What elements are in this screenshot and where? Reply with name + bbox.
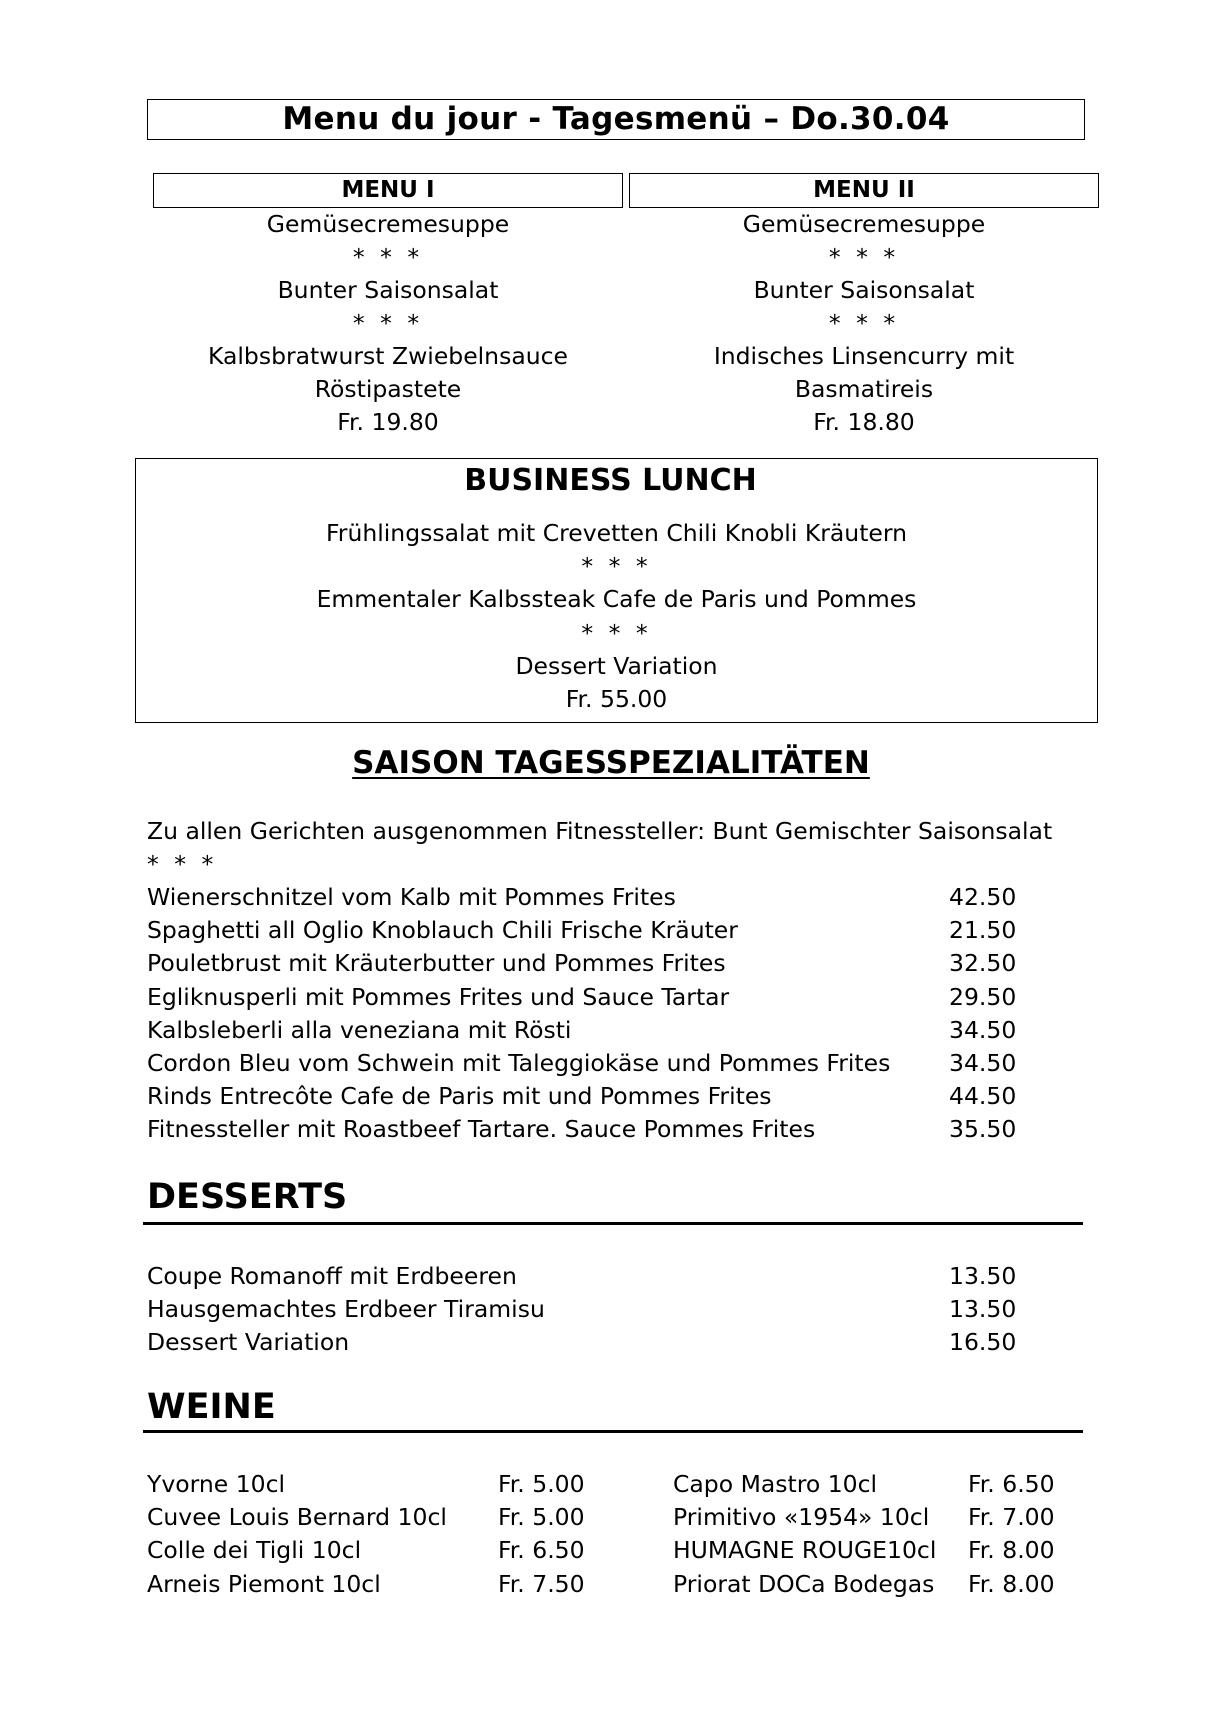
wine-price: Fr. 8.00 — [968, 1569, 1055, 1598]
business-lunch-line: Frühlingssalat mit Crevetten Chili Knobli Kräutern — [325, 519, 908, 547]
business-lunch-separator: * * * — [581, 552, 652, 581]
menu-2-line: Bunter Saisonsalat — [753, 276, 975, 304]
wine-name: Yvorne 10cl — [147, 1470, 286, 1498]
menu-2-line: Indisches Linsencurry mit — [713, 342, 1015, 370]
wine-price: Fr. 6.50 — [498, 1536, 585, 1565]
item-price: 44.50 — [949, 1082, 1017, 1111]
saison-list — [147, 881, 1027, 1147]
wine-name: Priorat DOCa Bodegas — [673, 1569, 935, 1598]
menu-2-column — [629, 208, 1099, 439]
business-lunch-price: Fr. 55.00 — [565, 685, 668, 714]
desserts-heading: DESSERTS — [147, 1177, 348, 1217]
item-name: Rinds Entrecôte Cafe de Paris mit und Pommes Frites — [147, 1082, 772, 1111]
menu-1-column — [153, 208, 623, 439]
item-price: 13.50 — [949, 1295, 1017, 1324]
business-lunch-heading: BUSINESS LUNCH — [464, 463, 757, 498]
list-item — [147, 1014, 1027, 1047]
item-price: 34.50 — [949, 1048, 1017, 1077]
list-item — [147, 1468, 607, 1501]
weine-divider — [143, 1430, 1083, 1433]
item-name: Wienerschnitzel vom Kalb mit Pommes Frites — [147, 883, 676, 911]
menu-2-separator: * * * — [828, 243, 900, 271]
desserts-divider — [143, 1222, 1083, 1225]
wine-name: Cuvee Louis Bernard 10cl — [147, 1503, 447, 1532]
saison-note-text: Zu allen Gerichten ausgenommen Fitnessteller: Bunt Gemischter Saisonsalat — [147, 817, 1053, 845]
page-title: Menu du jour - Tagesmenü – Do.30.04 — [147, 99, 1085, 140]
list-item — [673, 1568, 1093, 1601]
item-name: Spaghetti all Oglio Knoblauch Chili Frische Kräuter — [147, 916, 738, 945]
menu-1-separator: * * * — [352, 243, 424, 271]
list-item — [673, 1501, 1093, 1534]
wine-price: Fr. 7.00 — [968, 1503, 1055, 1532]
list-item — [147, 1501, 607, 1534]
menu-1-line: Bunter Saisonsalat — [277, 276, 499, 304]
menu-1-price: Fr. 19.80 — [337, 408, 439, 436]
saison-heading-text: SAISON TAGESSPEZIALITÄTEN — [352, 745, 870, 781]
list-item — [147, 1293, 1027, 1326]
item-price: 32.50 — [949, 949, 1017, 978]
wine-price: Fr. 5.00 — [498, 1470, 585, 1498]
item-name: Coupe Romanoff mit Erdbeeren — [147, 1262, 517, 1290]
business-lunch-line: Dessert Variation — [515, 651, 718, 680]
item-price: 42.50 — [949, 883, 1017, 911]
list-item — [147, 947, 1027, 980]
list-item — [147, 1326, 1027, 1359]
item-name: Dessert Variation — [147, 1328, 350, 1357]
wine-price: Fr. 8.00 — [968, 1536, 1055, 1565]
menu-2-heading: MENU II — [629, 173, 1099, 208]
wine-name: Arneis Piemont 10cl — [147, 1569, 381, 1598]
list-item — [147, 1047, 1027, 1080]
business-lunch-box — [135, 458, 1098, 723]
list-item — [673, 1468, 1093, 1501]
business-lunch-separator: * * * — [581, 618, 652, 647]
item-price: 21.50 — [949, 916, 1017, 945]
item-price: 34.50 — [949, 1015, 1017, 1044]
menu-1-line: Röstipastete — [314, 375, 462, 403]
list-item — [147, 881, 1027, 914]
list-item — [673, 1534, 1093, 1567]
list-item — [147, 1113, 1027, 1146]
item-name: Pouletbrust mit Kräuterbutter und Pommes Frites — [147, 949, 726, 978]
menu-1-separator: * * * — [352, 309, 424, 337]
weine-heading: WEINE — [147, 1387, 276, 1427]
list-item — [147, 1260, 1027, 1293]
item-price: 35.50 — [949, 1115, 1017, 1144]
list-item — [147, 914, 1027, 947]
business-lunch-line: Emmentaler Kalbssteak Cafe de Paris und Pommes — [316, 585, 917, 614]
wine-name: Capo Mastro 10cl — [673, 1470, 878, 1498]
item-price: 29.50 — [949, 982, 1017, 1011]
menu-1-line: Gemüsecremesuppe — [266, 210, 510, 238]
menu-2-separator: * * * — [828, 309, 900, 337]
item-name: Fitnessteller mit Roastbeef Tartare. Sauce Pommes Frites — [147, 1115, 816, 1144]
wine-price: Fr. 6.50 — [968, 1470, 1055, 1498]
item-name: Kalbsleberli alla veneziana mit Rösti — [147, 1015, 572, 1044]
wine-price: Fr. 5.00 — [498, 1503, 585, 1532]
item-name: Hausgemachtes Erdbeer Tiramisu — [147, 1295, 545, 1324]
wine-name: Primitivo «1954» 10cl — [673, 1503, 930, 1532]
wine-list-right — [673, 1468, 1093, 1601]
menu-1-line: Kalbsbratwurst Zwiebelnsauce — [207, 342, 568, 370]
wine-name: HUMAGNE ROUGE10cl — [673, 1536, 937, 1565]
desserts-list — [147, 1260, 1027, 1360]
list-item — [147, 1080, 1027, 1113]
menu-2-line: Gemüsecremesuppe — [742, 210, 986, 238]
wine-list-left — [147, 1468, 607, 1601]
item-price: 16.50 — [949, 1328, 1017, 1357]
item-name: Cordon Bleu vom Schwein mit Taleggiokäse und Pommes Frites — [147, 1048, 891, 1077]
wine-name: Colle dei Tigli 10cl — [147, 1536, 362, 1565]
list-item — [147, 1568, 607, 1601]
menu-2-price: Fr. 18.80 — [813, 408, 915, 436]
item-price: 13.50 — [949, 1262, 1017, 1290]
list-item — [147, 981, 1027, 1014]
wine-price: Fr. 7.50 — [498, 1569, 585, 1598]
item-name: Egliknusperli mit Pommes Frites und Sauce Tartar — [147, 982, 730, 1011]
saison-note — [147, 815, 1052, 881]
list-item — [147, 1534, 607, 1567]
saison-note-separator: * * * — [147, 850, 218, 879]
saison-heading — [0, 743, 1222, 783]
menu-1-heading: MENU I — [153, 173, 623, 208]
menu-2-line: Basmatireis — [794, 375, 934, 403]
